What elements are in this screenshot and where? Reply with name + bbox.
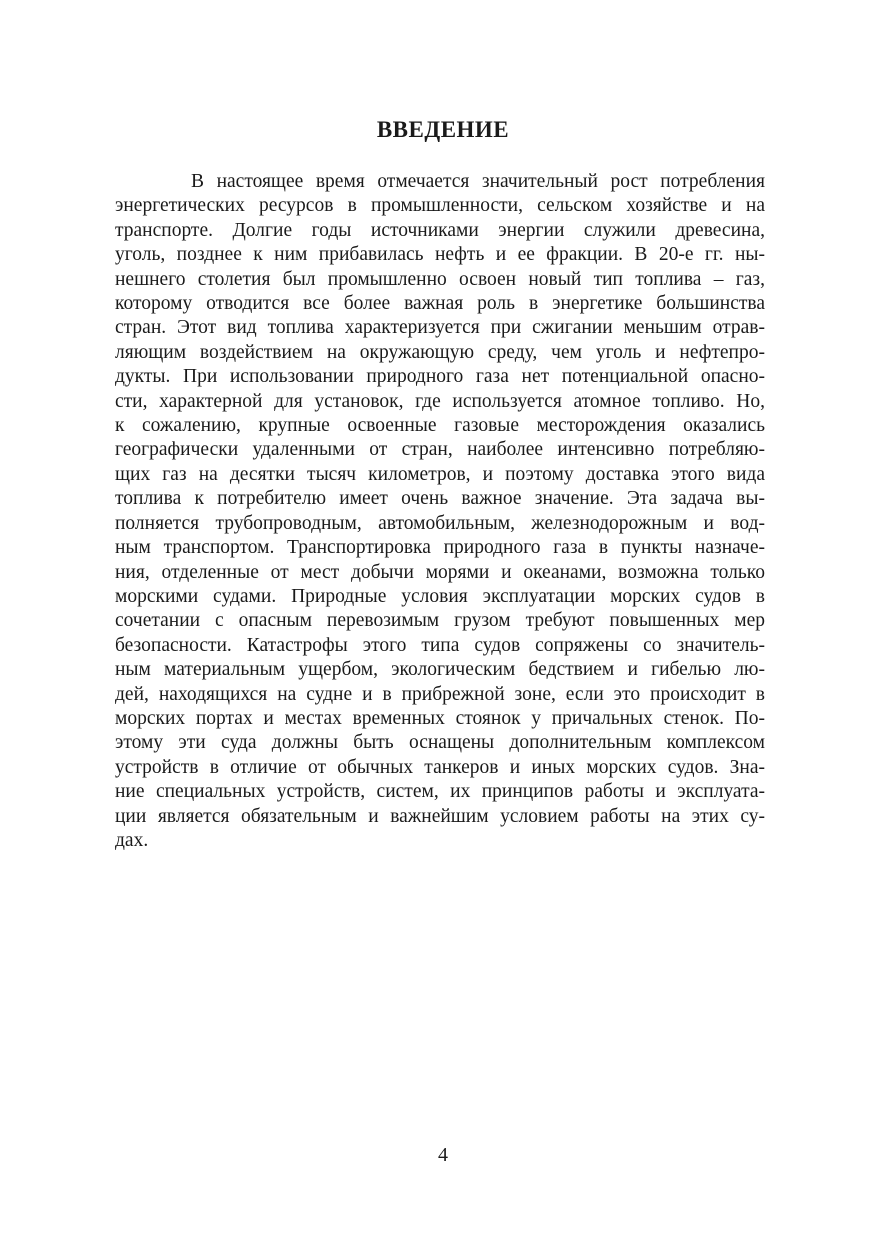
paragraph-line: безопасности. Катастрофы этого типа судов сопряжены со значитель- xyxy=(115,634,765,656)
paragraph-line: топлива к потребителю имеет очень важное значение. Эта задача вы- xyxy=(115,488,765,510)
paragraph-line: стран. Этот вид топлива характеризуется при сжигании меньшим отрав- xyxy=(115,317,765,339)
paragraph-line: географически удаленными от стран, наиболее интенсивно потребляю- xyxy=(115,439,765,461)
paragraph-line: ции является обязательным и важнейшим условием работы на этих су- xyxy=(115,805,765,827)
paragraph-line: ние специальных устройств, систем, их принципов работы и эксплуата- xyxy=(115,781,765,803)
paragraph-line: ляющим воздействием на окружающую среду, чем уголь и нефтепро- xyxy=(115,341,765,363)
paragraph-line: сочетании с опасным перевозимым грузом требуют повышенных мер xyxy=(115,610,765,632)
paragraph-line: морских портах и местах временных стоянок у причальных стенок. По- xyxy=(115,707,765,729)
paragraph-line: сти, характерной для установок, где используется атомное топливо. Но, xyxy=(115,390,765,412)
paragraph-line: которому отводится все более важная роль в энергетике большинства xyxy=(115,293,765,315)
paragraph-line: ным материальным ущербом, экологическим бедствием и гибелью лю- xyxy=(115,659,765,681)
paragraph-line: ным транспортом. Транспортировка природного газа в пункты назначе- xyxy=(115,537,765,559)
paragraph-line: нешнего столетия был промышленно освоен новый тип топлива – газ, xyxy=(115,268,765,290)
paragraph-line: уголь, позднее к ним прибавилась нефть и ее фракции. В 20-е гг. ны- xyxy=(115,244,765,266)
paragraph-line: к сожалению, крупные освоенные газовые месторождения оказались xyxy=(115,415,765,437)
paragraph-line: транспорте. Долгие годы источниками энергии служили древесина, xyxy=(115,219,765,241)
paragraph-line: дей, находящихся на судне и в прибрежной зоне, если это происходит в xyxy=(115,683,765,705)
paragraph-line: энергетических ресурсов в промышленности, сельском хозяйстве и на xyxy=(115,195,765,217)
paragraph-line: дукты. При использовании природного газа нет потенциальной опасно- xyxy=(115,366,765,388)
paragraph-line: щих газ на десятки тысяч километров, и поэтому доставка этого вида xyxy=(115,463,765,485)
paragraph-line: В настоящее время отмечается значительный рост потребления xyxy=(191,171,765,192)
page-title: ВВЕДЕНИЕ xyxy=(376,117,510,142)
paragraph-line: ния, отделенные от мест добычи морями и океанами, возможна только xyxy=(115,561,765,583)
paragraph-line: полняется трубопроводным, автомобильным, железнодорожным и вод- xyxy=(115,512,765,534)
paragraph-line: морскими судами. Природные условия эксплуатации морских судов в xyxy=(115,585,765,607)
paragraph-line: этому эти суда должны быть оснащены дополнительным комплексом xyxy=(115,732,765,754)
intro-paragraph xyxy=(115,170,765,853)
paragraph-line: дах. xyxy=(115,829,149,851)
page-number: 4 xyxy=(438,1144,448,1166)
paragraph-line: устройств в отличие от обычных танкеров и иных морских судов. Зна- xyxy=(115,756,765,778)
